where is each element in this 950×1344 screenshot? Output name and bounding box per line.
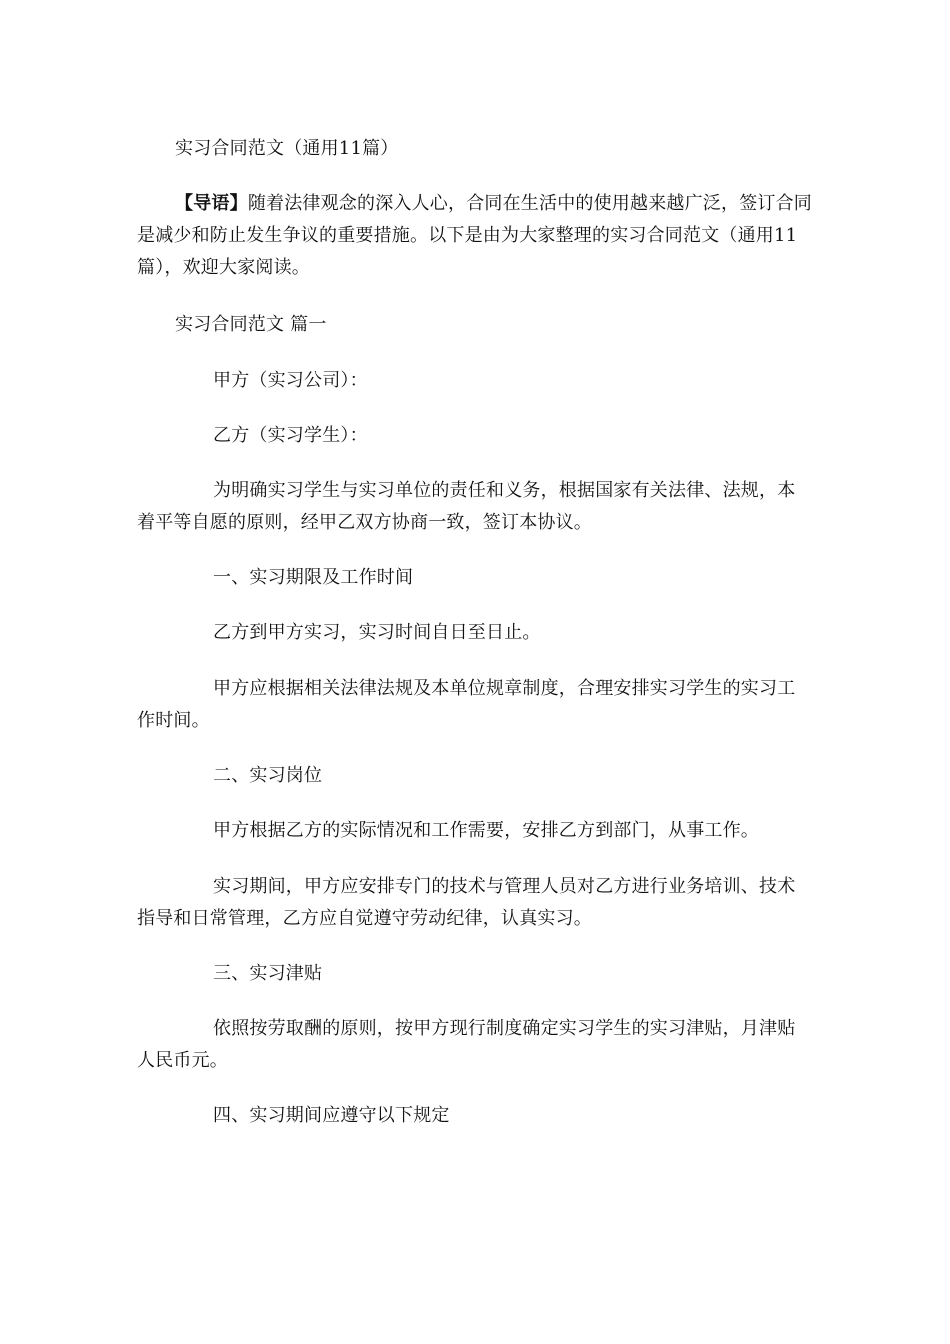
clause4-heading: 四、实习期间应遵守以下规定 [213, 1105, 450, 1126]
clause2-paragraph-2: 实习期间，甲方应安排专门的技术与管理人员对乙方进行业务培训、技术指导和日常管理，乙方应自觉遵守劳动纪律，认真实习。 [137, 876, 796, 929]
clause3-heading: 三、实习津贴 [213, 963, 323, 984]
clause2-paragraph-1: 甲方根据乙方的实际情况和工作需要，安排乙方到部门，从事工作。 [213, 820, 759, 841]
intro-tag: 【导语】 [175, 193, 248, 214]
clause1-heading: 一、实习期限及工作时间 [213, 567, 414, 588]
clause3-paragraph-1: 依照按劳取酬的原则，按甲方现行制度确定实习学生的实习津贴，月津贴人民币元。 [137, 1018, 796, 1071]
intro-paragraph [137, 188, 813, 284]
clause1-paragraph-1: 乙方到甲方实习，实习时间自日至日止。 [213, 622, 541, 643]
clause1-paragraph-2: 甲方应根据相关法律法规及本单位规章制度，合理安排实习学生的实习工作时间。 [137, 678, 796, 731]
clause2-heading: 二、实习岗位 [213, 765, 323, 786]
party-b-line: 乙方（实习学生）： [213, 425, 368, 446]
section-heading: 实习合同范文 篇一 [175, 314, 327, 335]
document-title: 实习合同范文（通用11篇） [175, 138, 399, 159]
party-a-line: 甲方（实习公司）： [213, 370, 368, 391]
preamble-paragraph: 为明确实习学生与实习单位的责任和义务，根据国家有关法律、法规，本着平等自愿的原则，经甲乙双方协商一致，签订本协议。 [137, 480, 796, 533]
intro-text: 随着法律观念的深入人心，合同在生活中的使用越来越广泛，签订合同是减少和防止发生争议的重要措施。以下是由为大家整理的实习合同范文（通用11篇），欢迎大家阅读。 [137, 193, 813, 278]
